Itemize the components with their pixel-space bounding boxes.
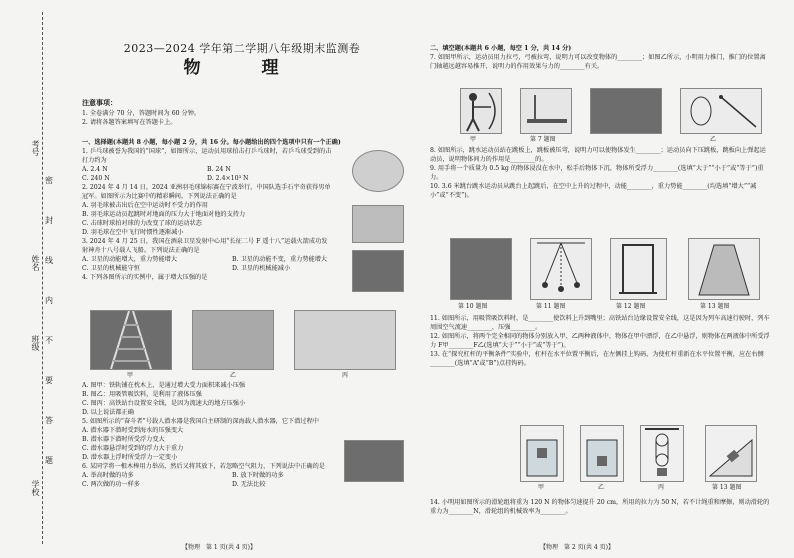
pingpong-photo (352, 150, 404, 192)
section-heading: 一、选择题(本题共 8 小题，每小题 2 分，共 16 分。每小题给出的四个选项中只有一个正确) (82, 139, 341, 146)
page-footer: 【物理 第 2 页(共 4 页)】 (540, 544, 614, 551)
binding-char: 题 (45, 456, 53, 465)
question-4: 4. 下列各图所示的实例中，属于增大压强的是 (82, 274, 208, 281)
slope-figure (705, 425, 757, 482)
subject-title: 物 理 (183, 58, 301, 78)
option: B. 放下时做的功多 (232, 472, 284, 479)
option: D. 潜水器上浮时所受浮力一定变小 (82, 454, 178, 461)
submersible-photo (344, 440, 404, 482)
notice-heading: 注意事项： (82, 98, 117, 107)
question-9: 9. 用手将一个质量为 0.5 kg 的物体浸没在水中，松手后物体下沉，物体所受浮力________(选填“大于”“小于”或“等于”)重力。 (430, 165, 764, 181)
beaker-a-figure (520, 425, 564, 482)
school-label: 学校 (31, 480, 40, 496)
frame-figure (610, 238, 667, 300)
beaker-icon (581, 426, 623, 481)
figure-caption: 第 11 题图 (536, 303, 566, 310)
question-12: 12. 如图所示，将两个完全相同的物体分别放入甲、乙两种液体中，物体在甲中漂浮，在乙中悬浮，则物体在两液体中所受浮力 F甲________F乙(选填“大于”“小于”或“等于”)。 (430, 333, 770, 349)
question-1: 1. 乒乓球被誉为我国的“国球”，如图所示，运动员用球拍击打乒乓球时，若乒乓球受到的击打力约为 (82, 148, 332, 164)
railway-photo (90, 310, 172, 370)
pendulum-figure (530, 238, 592, 300)
pulley-icon (641, 426, 683, 481)
dam-icon (689, 239, 759, 299)
question-7: 7. 如图甲所示，运动员用力拉弓，弓被拉弯，说明力可以改变物体的________；如图乙所示，小明用力推门，推门的位置离门轴越远越容易推开，说明力的作用效果与力的________有关。 (430, 54, 766, 70)
question-14: 14. 小明用如图所示的滑轮组将重为 120 N 的物体匀速提升 20 cm，所用的拉力为 50 N，若不计绳重和摩擦，则动滑轮的重力为________N，滑轮组的机械效率为________。 (430, 499, 770, 515)
notice-item: 1. 全卷满分 70 分，答题时间为 60 分钟。 (82, 110, 201, 117)
figure-caption: 第 10 题图 (458, 303, 488, 310)
figure-caption: 第 12 题图 (616, 303, 646, 310)
option: C. 卫星的机械能守恒 (82, 265, 140, 272)
binding-gutter (0, 0, 62, 558)
drinking-photo (192, 310, 274, 370)
figure-label: 乙 (710, 136, 717, 143)
option: C. 两次做的功一样多 (82, 481, 140, 488)
binding-char: 内 (45, 296, 53, 305)
binding-char: 答 (45, 416, 53, 425)
figure-label: 甲 (470, 136, 477, 143)
question-11: 11. 如图所示，用吸管吸饮料时，是________使饮料上升到嘴里；高铁站台边缘设置安全线，这是因为列车高速行驶时，列车周围空气流速________，压强________。 (430, 315, 770, 331)
section-2-cont (430, 146, 770, 200)
section-2-cont3 (430, 498, 770, 516)
binding-char: 封 (45, 216, 53, 225)
pulley-figure (640, 425, 684, 482)
figure-caption: 第 7 题图 (530, 136, 556, 143)
diving-photo (590, 88, 662, 134)
option: A. 潜水器下潜时受到海水的压强变大 (82, 427, 184, 434)
right-page (430, 0, 770, 558)
door-icon (521, 89, 571, 133)
figure-label: 甲 (538, 484, 545, 491)
option: B. 卫星的动能不变，重力势能增大 (232, 256, 328, 263)
figure-label: 丙 (342, 372, 349, 379)
question-6: 6. 某同学将一根木棒用力举高，然后又将其放下，若忽略空气阻力，下列说法中正确的是 (82, 463, 325, 470)
figure-label: 丙 (658, 484, 665, 491)
exam-number-label: 考号 (31, 140, 40, 156)
archer-icon (461, 89, 501, 133)
option: D. 无法比较 (232, 481, 266, 488)
option: A. 图甲：铁轨铺在枕木上，是通过增大受力面积来减小压强 (82, 382, 246, 389)
skier-photo (450, 238, 512, 300)
question-8: 8. 如图所示，跳水运动员站在跳板上，跳板被压弯，说明力可以使物体发生________；运动员向下压跳板，跳板向上弹起运动员，说明物体间力的作用是________的。 (430, 147, 766, 163)
option: C. 240 N (82, 175, 110, 182)
section-2-cont2 (430, 314, 770, 368)
rocket-photo (352, 250, 404, 292)
option: A. 举高时做的功多 (82, 472, 134, 479)
binding-char: 密 (45, 176, 53, 185)
option: B. 24 N (207, 166, 231, 173)
figure-label: 乙 (230, 372, 237, 379)
option: A. 2.4 N (82, 166, 108, 173)
beaker-icon (521, 426, 563, 481)
q2-options (82, 201, 332, 237)
option: C. 图丙：高铁站台设置安全线，是因为流速大的地方压强小 (82, 400, 246, 407)
high-speed-train-photo (294, 310, 396, 370)
option: B. 潜水器下潜时所受浮力变大 (82, 436, 165, 443)
left-page (82, 0, 402, 558)
section-2 (430, 44, 770, 71)
option: D. 卫星的机械能减小 (232, 265, 291, 272)
figure-label: 甲 (127, 372, 134, 379)
badminton-photo (352, 205, 404, 243)
question-10: 10. 3.6 米跳台跳水运动员从跳台上起跳后，在空中上升的过程中，动能________，重力势能________(均选填“增大”“减小”或“不变”)。 (430, 183, 757, 199)
lever-figure (680, 88, 762, 134)
archer-figure (460, 88, 502, 134)
option: D. 2.4×10³ N (207, 175, 249, 182)
section-heading: 二、填空题(本题共 6 小题，每空 1 分，共 14 分) (430, 45, 572, 52)
binding-char: 线 (45, 256, 53, 265)
class-label: 班级 (31, 335, 40, 351)
figure-caption: 第 13 题图 (712, 484, 742, 491)
dam-figure (688, 238, 760, 300)
notice-box (82, 98, 402, 127)
lever-icon (681, 89, 761, 133)
option: C. 击球时球拍对球的力改变了球的运动状态 (82, 220, 202, 227)
option: A. 羽毛球被击出后在空中运动时不受力的作用 (82, 202, 208, 209)
figure-caption: 第 13 题图 (700, 303, 730, 310)
slope-icon (706, 426, 756, 481)
option: A. 卫星的动能增大，重力势能增大 (82, 256, 178, 263)
question-2: 2. 2024 年 4 月 14 日，2024 亚洲羽毛球锦标赛在宁波举行，中国队选手石宇奇获得男单冠军。如图所示为比赛中的精彩瞬间，下列说法正确的是 (82, 184, 331, 200)
figure-label: 乙 (598, 484, 605, 491)
page-footer: 【物理 第 1 页(共 4 页)】 (182, 544, 256, 551)
option: B. 羽毛球运动员起跳时对地面的压力大于地面对他的支持力 (82, 211, 246, 218)
q4-options (82, 381, 402, 417)
name-label: 姓名 (31, 255, 40, 271)
beaker-b-figure (580, 425, 624, 482)
frame-icon (611, 239, 666, 299)
q5-options (82, 426, 332, 462)
exam-title: 2023—2024 学年第二学期八年级期末监测卷 (123, 42, 361, 55)
pendulum-icon (531, 239, 591, 299)
door-figure (520, 88, 572, 134)
option: B. 图乙：用吸管吸饮料，是利用了液体压强 (82, 391, 202, 398)
option: C. 潜水器悬浮时受到的浮力大于重力 (82, 445, 184, 452)
option: D. 以上说法都正确 (82, 409, 134, 416)
railway-tracks-icon (91, 311, 171, 369)
question-3: 3. 2024 年 4 月 25 日，我国在酒泉卫星发射中心用“长征二号 F 遥十八”运载火箭成功发射神舟十八号载人飞船。下列说法正确的是 (82, 238, 328, 254)
question-13: 13. 在“探究杠杆的平衡条件”实验中，杠杆在水平位置平衡后，在左侧挂上钩码，为使杠杆重新在水平位置平衡，应在右侧________(选填“A”或“B”)点挂钩码。 (430, 351, 764, 367)
binding-char: 要 (45, 376, 53, 385)
binding-char: 不 (45, 336, 53, 345)
notice-item: 2. 请将各题答案填写在答题卡上。 (82, 119, 177, 126)
question-5: 5. 如图所示的“奋斗者”号载人潜水器是我国自主研制的深海载人潜水器，它下潜过程中 (82, 418, 319, 425)
option: D. 羽毛球在空中飞行时惯性逐渐减小 (82, 229, 184, 236)
